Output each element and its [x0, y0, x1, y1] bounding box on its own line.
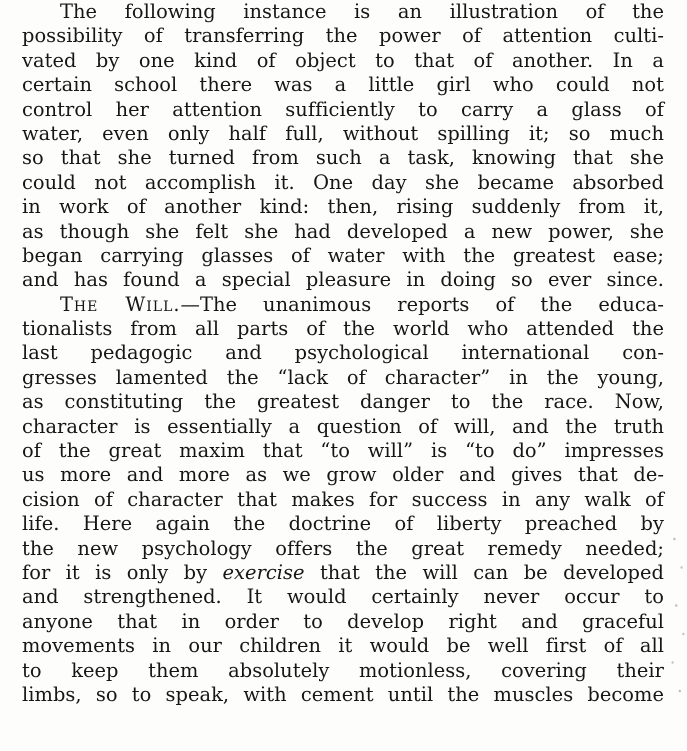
text-line: and has found a special pleasure in doing so ever since. [22, 268, 664, 292]
text-line: of the great maxim that “to will” is “to do” impresses [22, 439, 664, 463]
text-run: —The unanimous reports of the educa- [180, 292, 664, 316]
text-line: life. Here again the doctrine of liberty preached by [22, 512, 664, 536]
text-line: water, even only half full, without spilling it; so much [22, 121, 664, 145]
text-line: vated by one kind of object to that of another. In a [22, 48, 664, 72]
text-line: possibility of transferring the power of attention culti- [22, 24, 664, 48]
text-line [22, 293, 664, 317]
text-line [22, 561, 664, 585]
text-line: anyone that in order to develop right and graceful [22, 609, 664, 633]
text-line: certain school there was a little girl who could not [22, 73, 664, 97]
text-line: in work of another kind: then, rising suddenly from it, [22, 195, 664, 219]
text-line: could not accomplish it. One day she became absorbed [22, 170, 664, 194]
paragraph-the-will [22, 293, 664, 708]
emphasis-exercise: exercise [222, 560, 305, 584]
text-line: tionalists from all parts of the world who attended the [22, 317, 664, 341]
text-line: movements in our children it would be well first of all [22, 634, 664, 658]
text-run: that the will can be developed [304, 560, 665, 584]
text-line: gresses lamented the “lack of character” in the young, [22, 365, 664, 389]
text-line: character is essentially a question of will, and the truth [22, 414, 664, 438]
text-line: control her attention sufficiently to carry a glass of [22, 97, 664, 121]
text-line: as though she felt she had developed a new power, she [22, 219, 664, 243]
text-line: cision of character that makes for success in any walk of [22, 487, 664, 511]
text-run: for it is only by [22, 560, 223, 584]
text-line: last pedagogic and psychological international con- [22, 341, 664, 365]
text-line: and strengthened. It would certainly never occur to [22, 585, 664, 609]
text-line: to keep them absolutely motionless, covering their [22, 658, 664, 682]
scan-noise [669, 520, 687, 710]
text-line: as constituting the greatest danger to the race. Now, [22, 390, 664, 414]
text-line: so that she turned from such a task, knowing that she [22, 146, 664, 170]
text-line: began carrying glasses of water with the greatest ease; [22, 243, 664, 267]
text-line: the new psychology offers the great remedy needed; [22, 536, 664, 560]
text-line: limbs, so to speak, with cement until the muscles become [22, 682, 664, 706]
body-text [22, 0, 664, 707]
text-line: us more and more as we grow older and gives that de- [22, 463, 664, 487]
text-line: The following instance is an illustration of the [60, 0, 664, 23]
section-heading: The Will. [60, 292, 181, 316]
paragraph-attention-transfer [22, 0, 664, 293]
